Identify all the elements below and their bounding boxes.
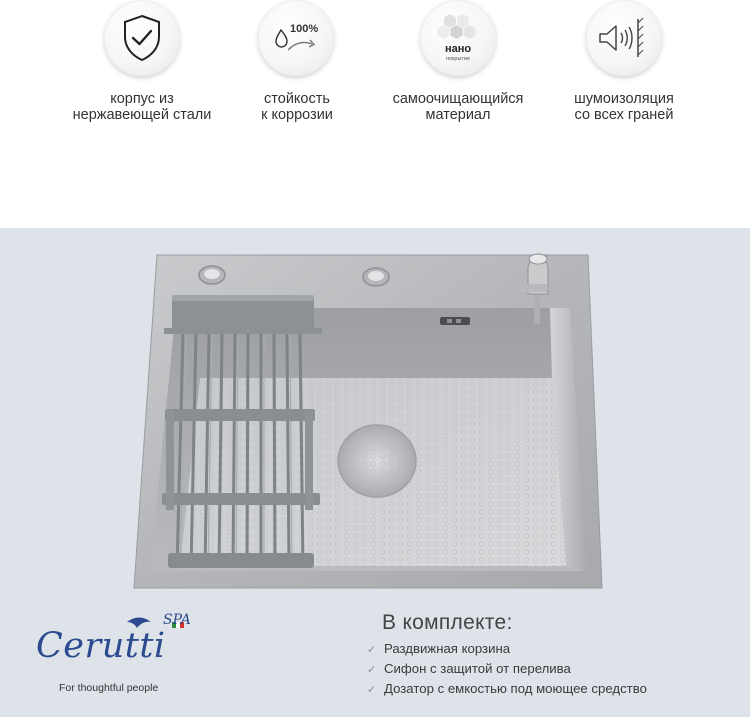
check-icon: ✓ (367, 644, 377, 656)
product-section (0, 228, 750, 717)
brand-name: Cerutti (36, 626, 166, 666)
water-drop-icon (258, 0, 334, 76)
features-row (0, 0, 750, 228)
svg-text:покрытие: покрытие (445, 56, 471, 62)
kit-item: ✓ Дозатор с емкостью под моющее средство (367, 679, 647, 699)
kit-item: ✓ Раздвижная корзина (367, 639, 647, 659)
kit-title: В комплекте: (382, 611, 513, 634)
brand-suffix: SPA (163, 612, 191, 628)
nano-hexagon-icon (420, 0, 496, 76)
brand-logo (30, 614, 210, 704)
feature-caption: корпус из нержавеющей стали (72, 91, 212, 123)
brand-tagline: For thoughtful people (59, 682, 159, 694)
check-icon: ✓ (367, 664, 377, 676)
feature-caption: самоочищающийся материал (392, 91, 524, 123)
feature-caption: шумоизоляция со всех граней (574, 91, 674, 123)
kitchen-sink-photo (0, 228, 750, 608)
kit-item: ✓ Сифон с защитой от перелива (367, 659, 647, 679)
speaker-sound-icon (586, 0, 662, 76)
shield-check-icon (104, 0, 180, 76)
feature-caption: стойкость к коррозии (261, 91, 333, 123)
svg-text:100%: 100% (290, 23, 319, 35)
kit-list (367, 639, 647, 699)
svg-text:нано: нано (444, 43, 472, 55)
check-icon: ✓ (367, 684, 377, 696)
